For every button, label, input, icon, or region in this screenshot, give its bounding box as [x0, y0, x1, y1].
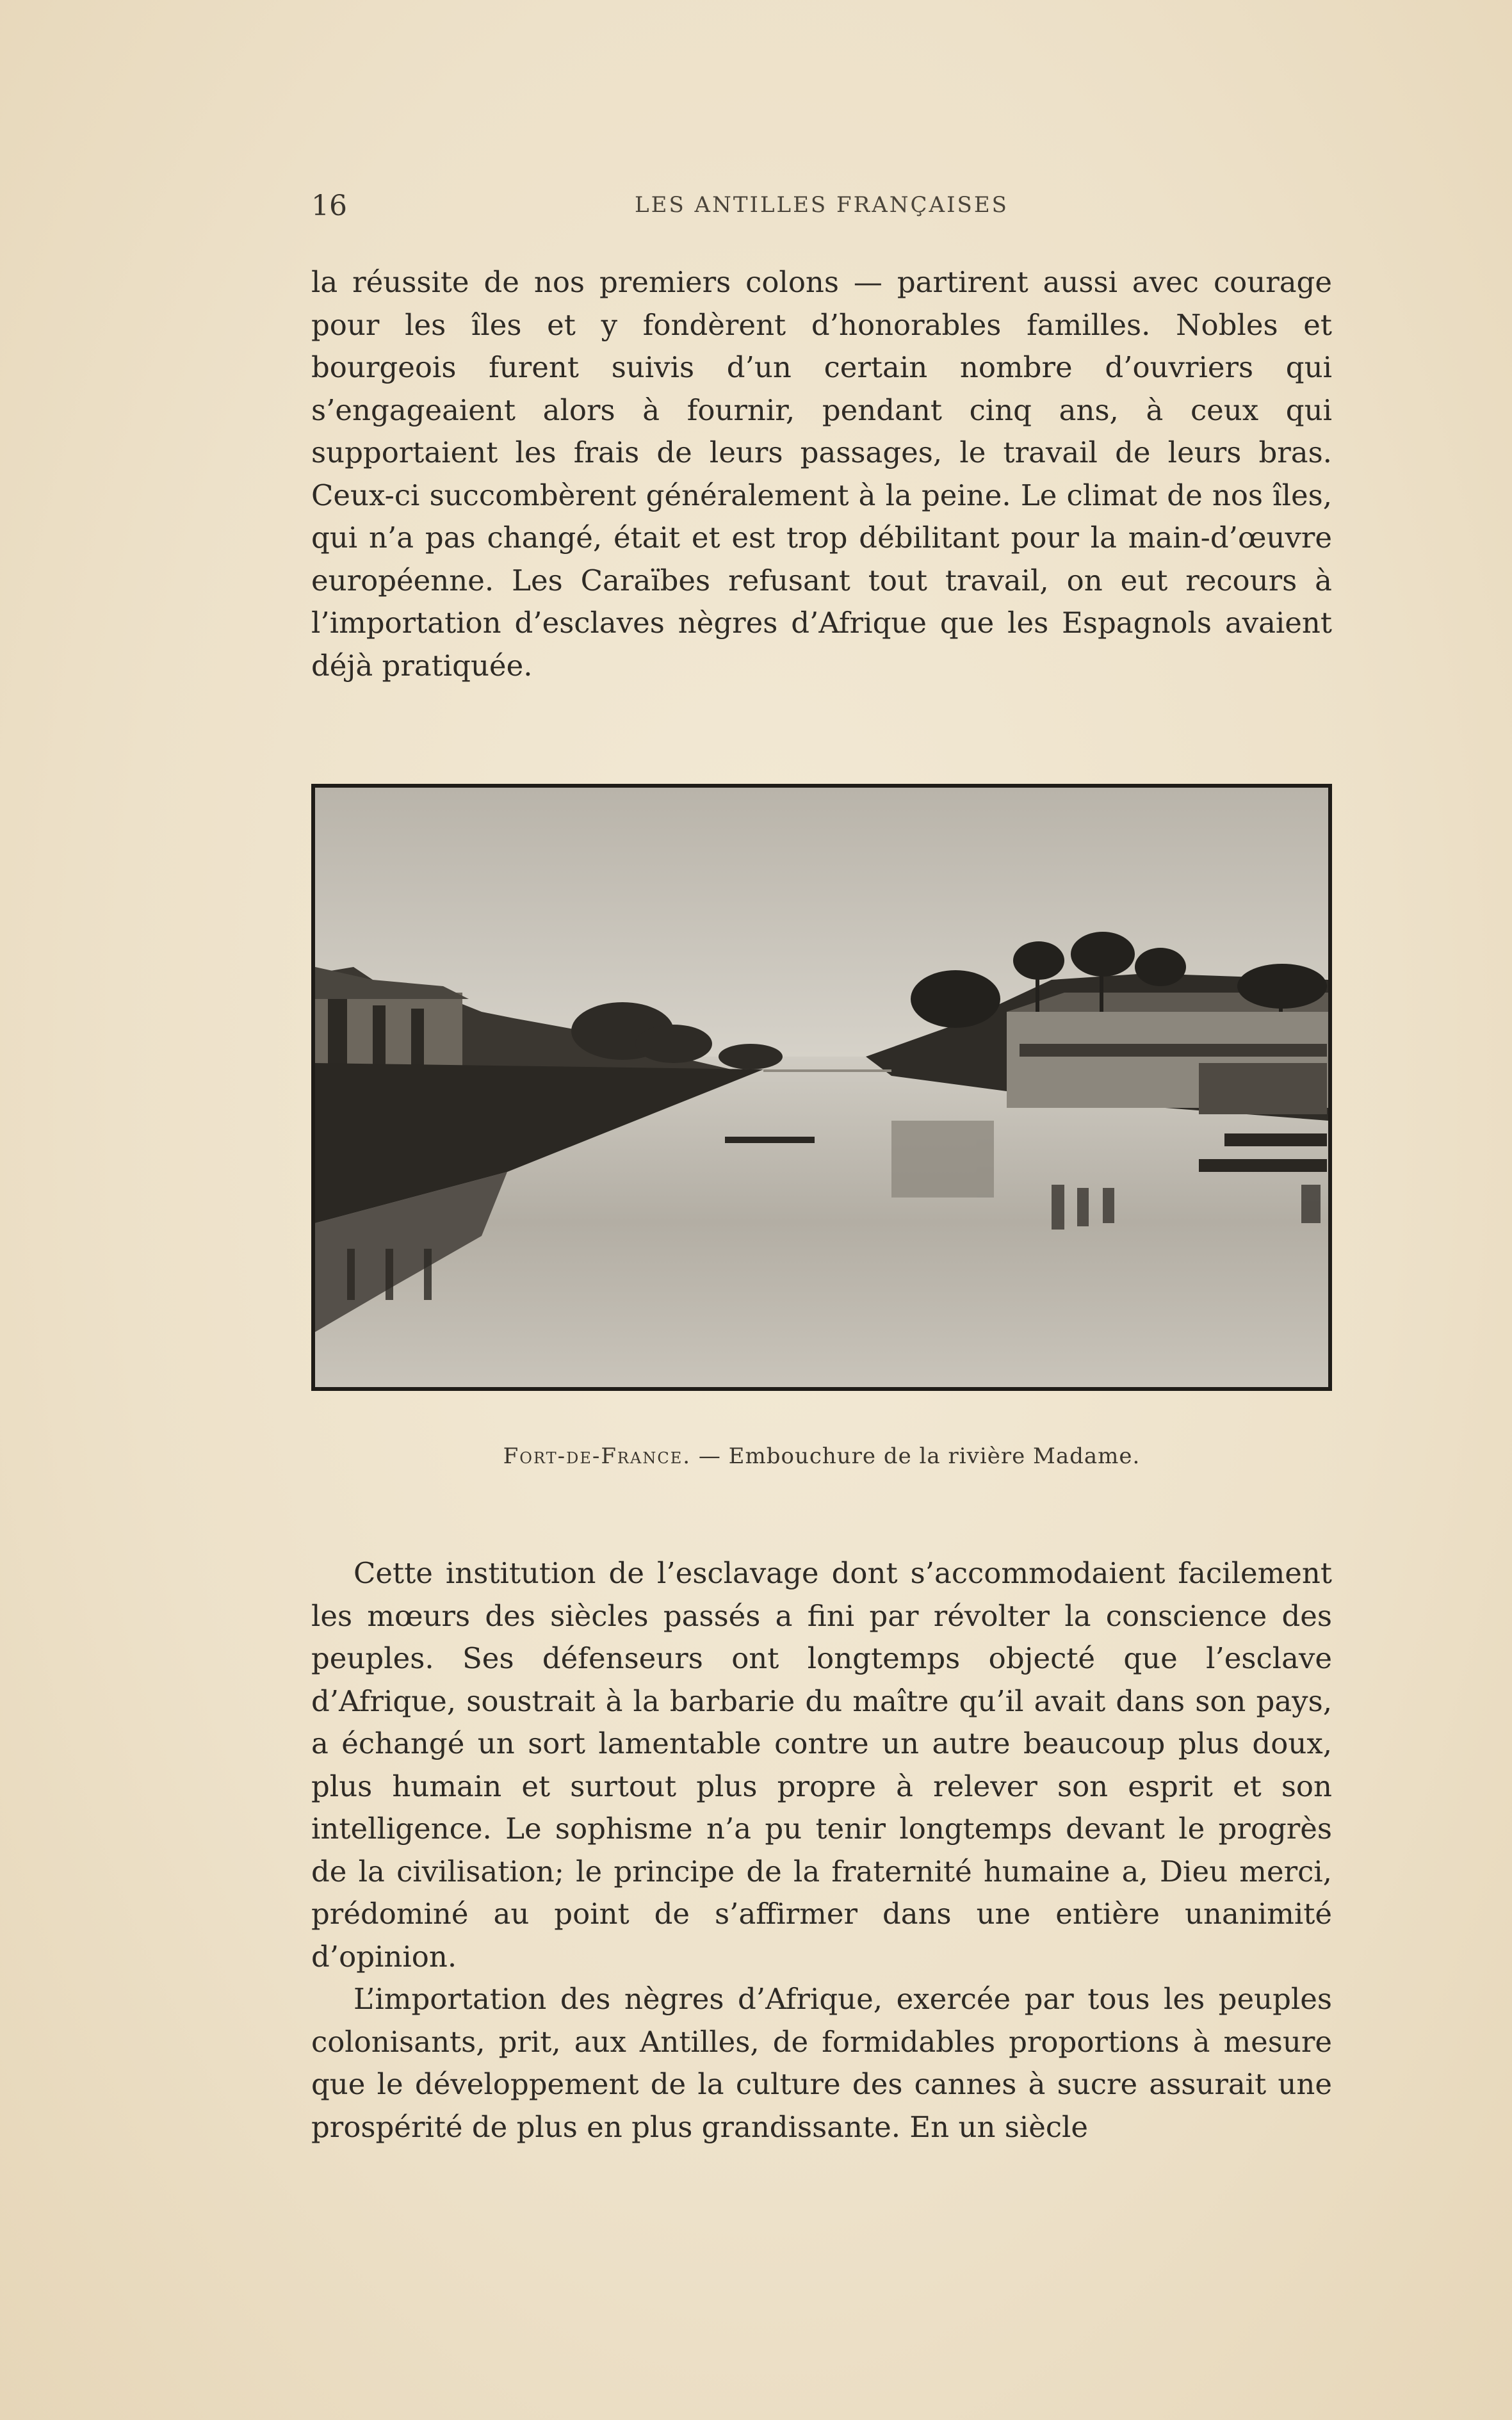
running-head: LES ANTILLES FRANÇAISES [635, 192, 1009, 218]
body-text-bottom [311, 1552, 1332, 2148]
river-mouth-photo [315, 788, 1328, 1387]
photo-figure [311, 784, 1332, 1391]
page-number: 16 [311, 190, 347, 222]
caption-place: Fort-de-France. [503, 1443, 692, 1469]
paragraph-continuation: la réussite de nos premiers colons — partirent aussi avec courage pour les îles et y fondèrent d’honorables familles. Nobles et bourgeois furent suivis d’un certain nombre d’ouvriers qui s’engageaient alors à fournir, pendant cinq ans, à ceux qui supportaient les frais de leurs passages, le travail de leurs bras. Ceux-ci succombèrent généralement à la peine. Le climat de nos îles, qui n’a pas changé, était et est trop débilitant pour la main-d’œuvre européenne. Les Caraïbes refusant tout travail, on eut recours à l’importation d’esclaves nègres d’Afrique que les Espagnols avaient déjà pratiquée. [311, 265, 1332, 683]
horizon [763, 1069, 891, 1072]
body-text-top [311, 261, 1332, 687]
page-header [311, 190, 1332, 220]
figure-caption [311, 1443, 1332, 1469]
paragraph-slavery: Cette institution de l’esclavage dont s’accommodaient facilement les mœurs des siècles passés a fini par révolter la conscience des peuples. Ses défenseurs ont longtemps objecté que l’esclave d’Afrique, soustrait à la barbarie du maître qu’il avait dans son pays, a échangé un sort lamentable contre un autre beaucoup plus doux, plus humain et surtout plus propre à relever son esprit et son intelligence. Le sophisme n’a pu tenir longtemps devant le progrès de la civilisation; le principe de la fraternité humaine a, Dieu merci, prédominé au point de s’affirmer dans une entière unanimité d’opinion. [311, 1556, 1332, 1974]
paragraph-importation: L’importation des nègres d’Afrique, exercée par tous les peuples colonisants, prit, aux Antilles, de formidables proportions à mesure que le développement de la culture des cannes à sucre assurait une prospérité de plus en plus grandissante. En un siècle [311, 1982, 1332, 2144]
caption-text: — Embouchure de la rivière Madame. [691, 1443, 1141, 1469]
